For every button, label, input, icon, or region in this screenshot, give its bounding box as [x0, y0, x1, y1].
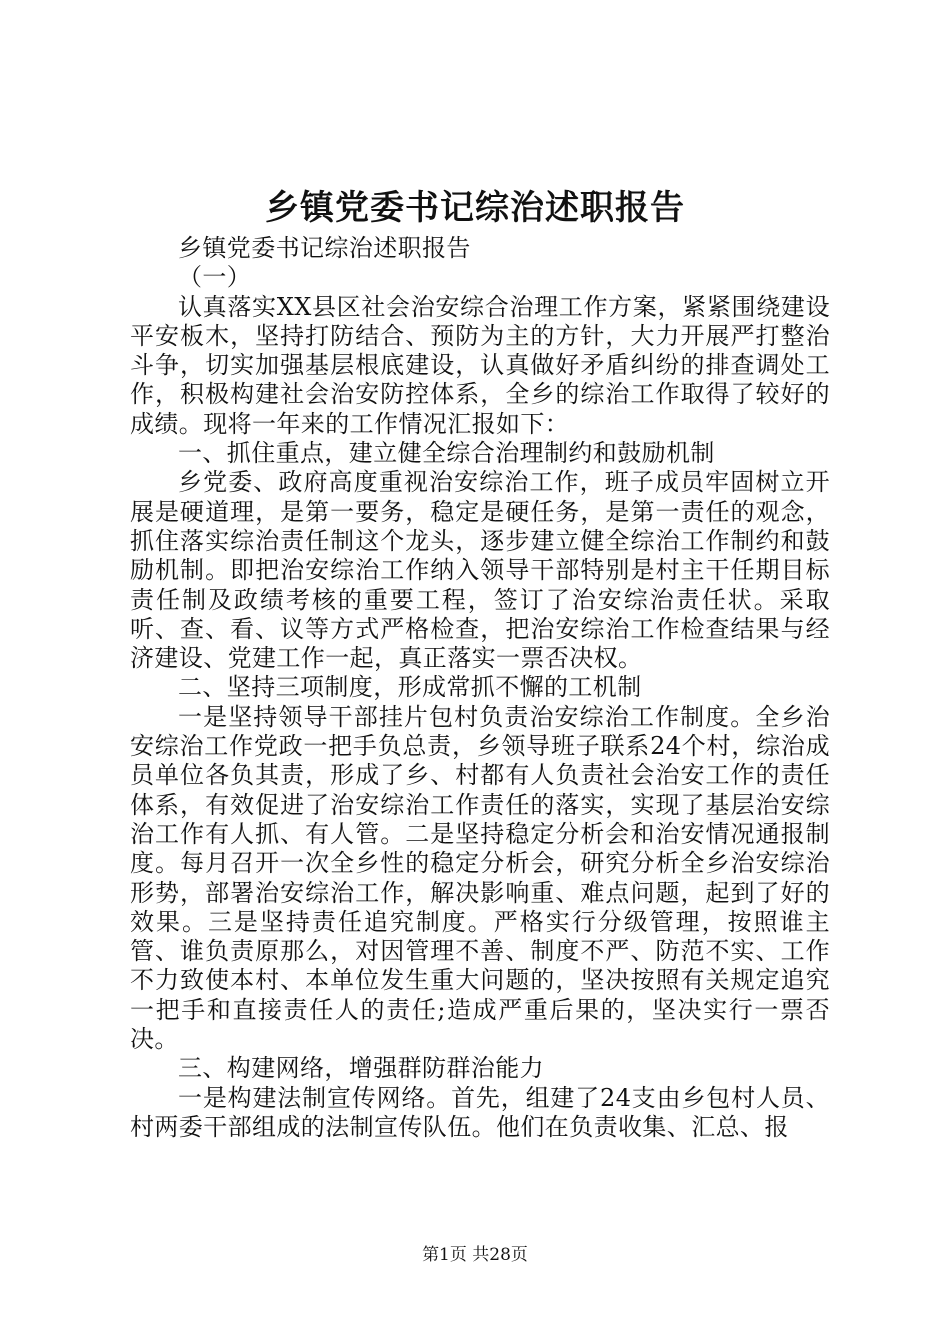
section-heading-1: 一、抓住重点，建立健全综合治理制约和鼓励机制 [178, 439, 715, 468]
page-footer: 第1页 共28页 [422, 1245, 528, 1265]
intro-paragraph: 认真落实XX县区社会治安综合治理工作方案，紧紧围绕建设平安板木，坚持打防结合、预防为主的方针，大力开展严打整治斗争，切实加强基层根底建设，认真做好矛盾纠纷的排查调处工作，积极构建社会治安防控体系，全乡的综治工作取得了较好的成绩。现将一年来的工作情况汇报如下： [130, 292, 830, 438]
document-body [130, 234, 830, 1142]
section-heading-2: 二、坚持三项制度，形成常抓不懈的工机制 [178, 673, 642, 702]
section-heading-3: 三、构建网络，增强群防群治能力 [178, 1054, 544, 1083]
section-number-paragraph: （一） [178, 263, 252, 292]
subtitle-paragraph: 乡镇党委书记综治述职报告 [178, 234, 471, 262]
page-title: 乡镇党委书记综治述职报告 [265, 188, 685, 228]
section-1-paragraph: 乡党委、政府高度重视治安综治工作，班子成员牢固树立开展是硬道理，是第一要务，稳定是硬任务，是第一责任的观念，抓住落实综治责任制这个龙头，逐步建立健全综治工作制约和鼓励机制。即把治安综治工作纳入领导干部特别是村主干任期目标责任制及政绩考核的重要工程，签订了治安综治责任状。采取听、查、看、议等方式严格检查，把治安综治工作检查结果与经济建设、党建工作一起，真正落实一票否决权。 [130, 468, 830, 673]
section-2-paragraph: 一是坚持领导干部挂片包村负责治安综治工作制度。全乡治安综治工作党政一把手负总责，乡领导班子联系24个村，综治成员单位各负其责，形成了乡、村都有人负责社会治安工作的责任体系，有效促进了治安综治工作责任的落实，实现了基层治安综治工作有人抓、有人管。二是坚持稳定分析会和治安情况通报制度。每月召开一次全乡性的稳定分析会，研究分析全乡治安综治形势，部署治安综治工作，解决影响重、难点问题，起到了好的效果。三是坚持责任追究制度。严格实行分级管理，按照谁主管、谁负责原那么，对因管理不善、制度不严、防范不实、工作不力致使本村、本单位发生重大问题的，坚决按照有关规定追究一把手和直接责任人的责任;造成严重后果的，坚决实行一票否决。 [130, 702, 830, 1054]
section-3-paragraph: 一是构建法制宣传网络。首先，组建了24支由乡包村人员、村两委干部组成的法制宣传队伍。他们在负责收集、汇总、报 [130, 1083, 830, 1141]
